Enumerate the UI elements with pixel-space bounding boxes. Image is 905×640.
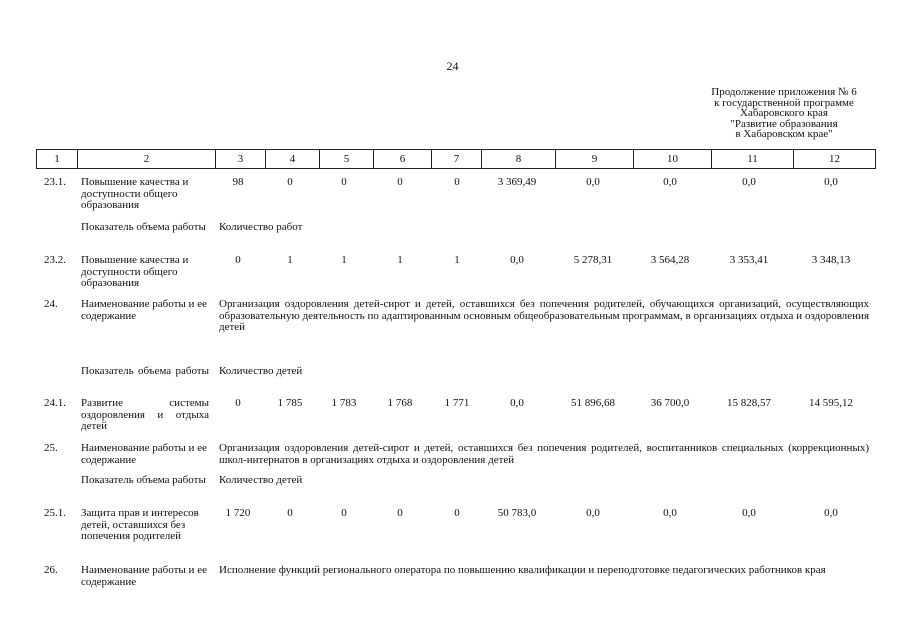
value-cell: 0,0: [824, 176, 838, 188]
value-cell: 0,0: [663, 176, 677, 188]
value-cell: 14 595,12: [809, 397, 853, 409]
value-cell: 0: [397, 507, 403, 519]
column-number: 5: [320, 150, 374, 169]
indicator-value: Количество детей: [219, 365, 303, 377]
indicator-value: Количество детей: [219, 474, 303, 486]
column-number: 4: [266, 150, 320, 169]
value-cell: 0: [341, 176, 347, 188]
value-cell: 15 828,57: [727, 397, 771, 409]
page-number: 24: [446, 59, 459, 73]
row-number: 25.1.: [44, 507, 66, 519]
column-number: 10: [634, 150, 712, 169]
value-cell: 0: [454, 176, 460, 188]
value-cell: 1 783: [331, 397, 357, 409]
value-cell: 5 278,31: [573, 254, 613, 266]
row-name: Развитие системы оздоровления и отдыха детей: [81, 397, 209, 432]
value-cell: 0: [235, 254, 241, 266]
row-name: Повышение качества и доступности общего образования: [81, 176, 189, 211]
indicator-label: Показатель объема работы: [81, 221, 206, 233]
indicator-value: Количество работ: [219, 221, 303, 233]
column-number: 11: [712, 150, 794, 169]
header-line: в Хабаровском крае": [735, 128, 833, 140]
row-number: 26.: [44, 564, 58, 576]
value-cell: 1 768: [387, 397, 413, 409]
value-cell: 0,0: [510, 254, 524, 266]
header-line: к государственной программе: [714, 96, 854, 109]
value-cell: 0,0: [586, 507, 600, 519]
appendix-header-note: [684, 87, 884, 140]
value-cell: 50 783,0: [497, 507, 537, 519]
indicator-label: Показатель объема работы: [81, 365, 209, 377]
value-cell: 0: [287, 507, 293, 519]
column-number: 7: [432, 150, 482, 169]
value-cell: 0,0: [663, 507, 677, 519]
value-cell: 0,0: [742, 176, 756, 188]
column-number: 9: [556, 150, 634, 169]
value-cell: 3 564,28: [650, 254, 690, 266]
value-cell: 0: [454, 507, 460, 519]
value-cell: 51 896,68: [571, 397, 615, 409]
header-line: Продолжение приложения № 6: [711, 86, 857, 98]
value-cell: 3 353,41: [729, 254, 769, 266]
value-cell: 1: [341, 254, 347, 266]
value-cell: 1 771: [444, 397, 470, 409]
row-name: Повышение качества и доступности общего образования: [81, 254, 189, 289]
work-name-label: Наименование работы и ее содержание: [81, 442, 207, 466]
work-name-label: Наименование работы и ее содержание: [81, 298, 207, 322]
work-name-label: Наименование работы и ее содержание: [81, 564, 207, 588]
value-cell: 0: [397, 176, 403, 188]
value-cell: 1 720: [225, 507, 251, 519]
value-cell: 1 785: [277, 397, 303, 409]
column-number: 3: [216, 150, 266, 169]
value-cell: 0: [235, 397, 241, 409]
value-cell: 0,0: [742, 507, 756, 519]
row-number: 25.: [44, 442, 58, 454]
indicator-label: Показатель объема работы: [81, 474, 206, 486]
row-name: Защита прав и интересов детей, оставшихся без попечения родителей: [81, 507, 199, 542]
column-number-header: [36, 149, 876, 169]
value-cell: 0,0: [824, 507, 838, 519]
row-number: 23.2.: [44, 254, 66, 266]
row-number: 24.1.: [44, 397, 66, 409]
value-cell: 3 369,49: [497, 176, 537, 188]
row-number: 24.: [44, 298, 58, 310]
value-cell: 1: [287, 254, 293, 266]
work-content: Организация оздоровления детей-сирот и детей, оставшихся без попечения родителей, воспитанников специальных (коррекционных) школ-интернатов в организациях отдыха и оздоровления детей: [219, 442, 869, 466]
column-number: 8: [482, 150, 556, 169]
value-cell: 0: [341, 507, 347, 519]
value-cell: 3 348,13: [811, 254, 851, 266]
work-content: Организация оздоровления детей-сирот и детей, оставшихся без попечения родителей, обучающихся организаций, осуществляющих образовательную деятельность по адаптированным основным общеобразовательным программам, в организациях отдыха и оздоровления детей: [219, 298, 869, 333]
value-cell: 0,0: [510, 397, 524, 409]
row-number: 23.1.: [44, 176, 66, 188]
work-content: Исполнение функций регионального оператора по повышению квалификации и переподготовке педагогических работников края: [219, 564, 826, 576]
header-line: "Развитие образования: [730, 117, 838, 130]
column-number: 2: [78, 150, 216, 169]
value-cell: 0: [287, 176, 293, 188]
column-number: 6: [374, 150, 432, 169]
column-number: 12: [794, 150, 876, 169]
value-cell: 98: [232, 176, 244, 188]
value-cell: 0,0: [586, 176, 600, 188]
header-line: Хабаровского края: [740, 107, 828, 119]
column-number: 1: [37, 150, 78, 169]
value-cell: 1: [454, 254, 460, 266]
value-cell: 1: [397, 254, 403, 266]
value-cell: 36 700,0: [650, 397, 690, 409]
